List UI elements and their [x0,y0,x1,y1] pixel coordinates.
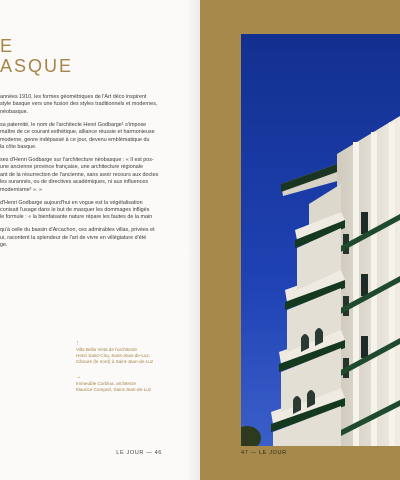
arrow-up-icon: ↑ [76,340,79,346]
text-line: modernisme² ». » [0,186,42,193]
text-line: ses d'Henri Godbarge sur l'architecture néobasque : « Il est pos- [0,157,154,164]
title-line-1: E [0,36,15,56]
building-photo [241,34,400,446]
text-line: ge. [0,242,8,249]
text-line: d'Henri Godbarge aujourd'hui en vogue est la végétalisation [0,199,143,206]
caption-line: Villa Bella Vista de l'architecte [76,347,137,352]
paragraph-5 [0,227,166,249]
caption-immeuble [76,374,186,393]
text-line: maître de ce courant esthétique, alliance réussie et harmonieuse [0,129,155,136]
paragraph-4 [0,200,166,222]
title-line-2: ASQUE [0,56,74,76]
text-line: une ancienne province française, une architecture régionale [0,164,143,171]
text-line: la côte basque. [0,144,37,151]
art-deco-building-illustration [241,34,400,446]
text-line: moderne, genre indépassé à ce jour, devenu emblématique du [0,136,150,143]
right-page [200,0,400,480]
paragraph-1 [0,94,166,116]
folio-left: LE JOUR — 46 [116,450,162,456]
text-line: style basque vers une fusion des styles traditionnels et modernes, [0,101,158,108]
text-line: ui, racontent la splendeur de l'art de vivre en villégiature d'été [0,234,147,241]
caption-line: Henri Saint-Criq, Saint-Jean-de-Luz, [76,353,151,358]
folio-right: 47 — LE JOUR [241,450,287,456]
caption-line: Immeuble Corbina, architecte [76,381,137,386]
text-line: conisait l'usage dans le but de masquer les dommages infligés [0,207,150,214]
gutter-shadow [186,0,200,480]
paragraph-3 [0,157,166,194]
text-line: néobasque. [0,108,29,115]
paragraph-2 [0,122,166,152]
text-line: ant de la résurrection de l'ancienne, sans avoir recours aux doctes [0,171,159,178]
arrow-right-icon: → [76,374,82,380]
caption-line: Maurice Comprel, Saint-Jean-de-Luz [76,387,152,392]
body-text [0,94,166,255]
caption-villa [76,340,186,365]
text-line: le formule : « la bienfaisante nature répare les fautes de la main [0,214,153,221]
text-line: sa paternité, le nom de l'architecte Henri Godbarge¹ s'impose [0,121,147,128]
text-line: les surannés, ou de directives académiques, ni aux influences [0,179,149,186]
chapter-title [0,36,73,76]
text-line: années 1910, les formes géométriques de l'Art déco inspirent [0,94,147,100]
text-line: qu'à celle du bassin d'Arcachon, ces admirables villas, privées et [0,227,155,234]
caption-line: Ciboure (le nord) à Saint-Jean-de-Luz [76,359,154,364]
